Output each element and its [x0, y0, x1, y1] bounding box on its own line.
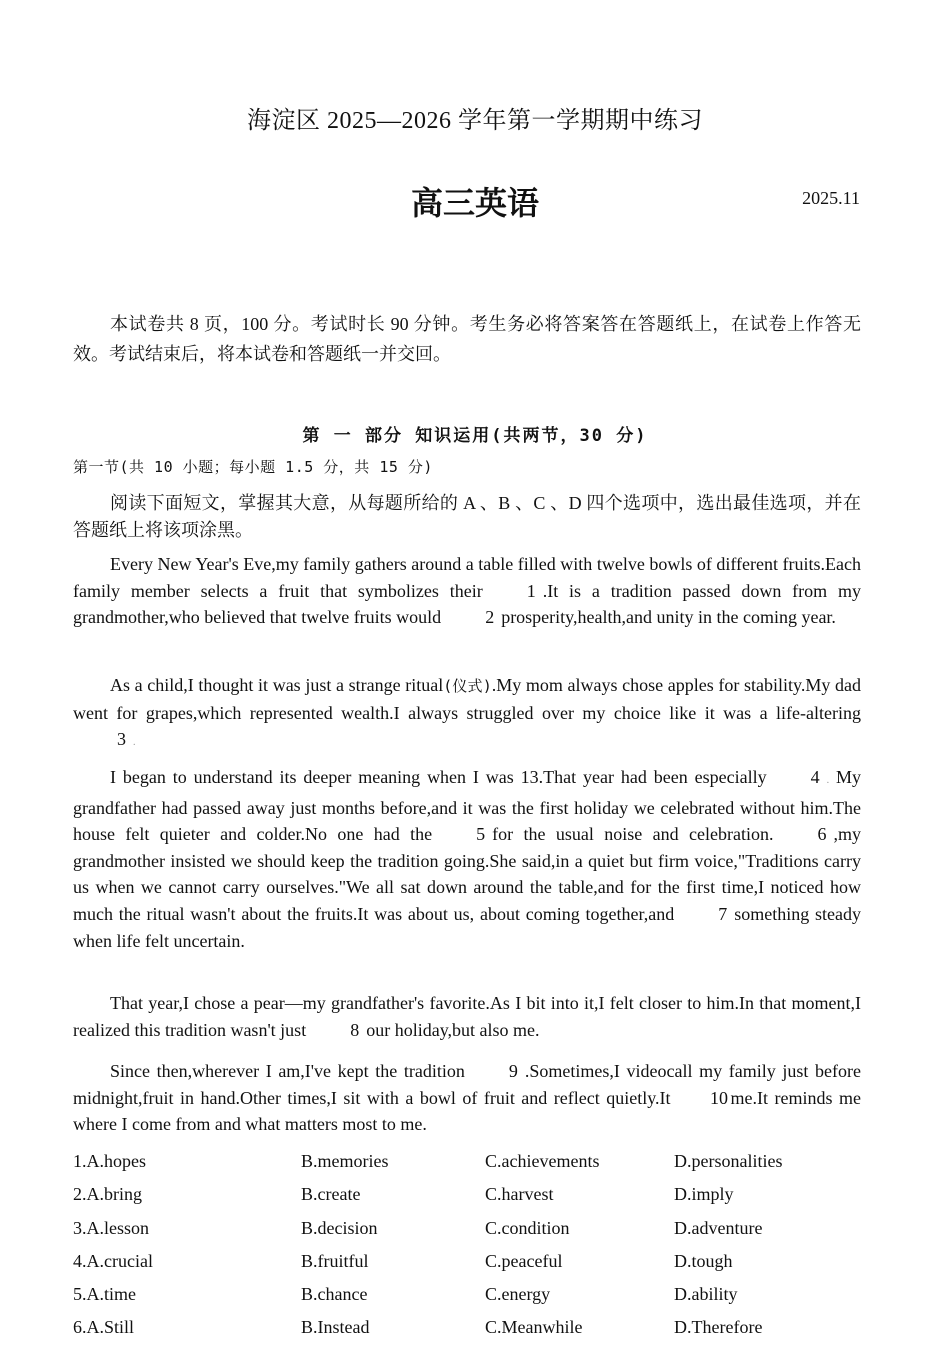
passage-paragraph-4: That year,I chose a pear—my grandfather's favorite.As I bit into it,I felt closer to him.In that moment,I realized this tradition wasn't just 8 our holiday,but also me.	[73, 990, 861, 1043]
passage-paragraph-2: As a child,I thought it was just a strange ritual(仪式).My mom always chose apples for stability.My dad went for grapes,which represented wealth.I always struggled over my choice like it was a life-altering3 .	[73, 672, 861, 757]
option-1d: D.personalities	[674, 1151, 783, 1171]
option-5d: D.ability	[674, 1284, 738, 1305]
option-6b: B.Instead	[301, 1317, 370, 1338]
question-4-options	[73, 1251, 873, 1284]
blank-4: 4	[810, 767, 820, 787]
passage-paragraph-1: Every New Year's Eve,my family gathers around a table filled with twelve bowls of different fruits.Each family member selects a fruit that symbolizes their 1 .It is a tradition passed down from my grandmother,who believed that twelve fruits would 2 prosperity,health,and unity in the coming year.	[73, 551, 861, 631]
option-4a: 4.A.crucial	[73, 1250, 153, 1271]
blank-3: 3	[117, 729, 126, 750]
blank-2: 2	[485, 607, 495, 628]
option-3c: C.condition	[485, 1217, 570, 1238]
answer-options	[73, 1151, 873, 1351]
option-4b: B.fruitful	[301, 1250, 369, 1271]
subject-title: 高三英语	[410, 184, 539, 222]
option-2a: 2.A.bring	[73, 1184, 142, 1205]
option-5c: C.energy	[485, 1284, 551, 1305]
option-4c: C.peaceful	[485, 1250, 563, 1271]
blank-10: 10	[710, 1087, 729, 1108]
blank-5: 5	[476, 824, 486, 845]
option-2d: D.imply	[674, 1184, 734, 1205]
passage-paragraph-5: Since then,wherever I am,I've kept the tradition 9 .Sometimes,I videocall my family just before midnight,fruit in hand.Other times,I sit with a bowl of fruit and reflect quietly.It 10 me.It reminds me where I come from and what matters most to me.	[73, 1058, 861, 1138]
passage-paragraph-3: I began to understand its deeper meaning when I was 13.That year had been especially 4 . My grandfather had passed away just months before,and it was the first holiday we celebrated without him.The house felt quieter and colder.No one had the 5 for the usual noise and celebration. 6 ,my grandmother insisted we should keep the tradition going.She said,in a quiet but firm voice,"Traditions carry us when we cannot carry ourselves."We all sat down around the table,and for the first time,I noticed how much the ritual wasn't about the fruits.It was about us, about coming together,and 7 something steady when life felt uncertain.	[73, 764, 861, 954]
exam-title: 海淀区 2025—2026 学年第一学期期中练习	[247, 108, 703, 134]
question-3-options	[73, 1218, 873, 1251]
option-1a: 1.A.hopes	[73, 1151, 146, 1171]
option-2b: B.create	[301, 1184, 361, 1205]
option-3a: 3.A.lesson	[73, 1217, 149, 1238]
blank-9: 9	[508, 1061, 518, 1081]
question-6-options	[73, 1317, 873, 1350]
section-note: 第一节(共 10 小题；每小题 1.5 分，共 15 分)	[73, 458, 433, 476]
option-6a: 6.A.Still	[73, 1317, 135, 1338]
exam-instructions: 本试卷共 8 页，100 分。考试时长 90 分钟。考生务必将答案答在答题纸上，在试卷上作答无 效。考试结束后，将本试卷和答题纸一并交回。	[73, 314, 861, 364]
option-6c: C.Meanwhile	[485, 1317, 583, 1338]
option-3d: D.adventure	[674, 1217, 763, 1238]
part-heading: 第 一 部分 知识运用(共两节，30 分)	[302, 426, 648, 446]
question-1-options	[73, 1151, 873, 1184]
blank-7: 7	[718, 903, 728, 924]
option-5a: 5.A.time	[73, 1284, 136, 1305]
question-5-options	[73, 1284, 873, 1317]
exam-date: 2025.11	[802, 188, 860, 208]
option-5b: B.chance	[301, 1284, 368, 1305]
option-3b: B.decision	[301, 1217, 378, 1238]
blank-6: 6	[817, 824, 827, 845]
question-2-options	[73, 1184, 873, 1217]
option-2c: C.harvest	[485, 1184, 554, 1205]
option-1c: C.achievements	[485, 1151, 600, 1171]
blank-1: 1	[526, 580, 536, 601]
option-6d: D.Therefore	[674, 1317, 763, 1338]
option-4d: D.tough	[674, 1250, 733, 1271]
blank-8: 8	[350, 1019, 360, 1040]
reading-instructions: 阅读下面短文，掌握其大意，从每题所给的 A 、B 、C 、D 四个选项中，选出最佳选项，并在 答题纸上将该项涂黑。	[73, 493, 861, 540]
ritual-gloss: (仪式)	[443, 677, 492, 695]
option-1b: B.memories	[301, 1151, 389, 1171]
